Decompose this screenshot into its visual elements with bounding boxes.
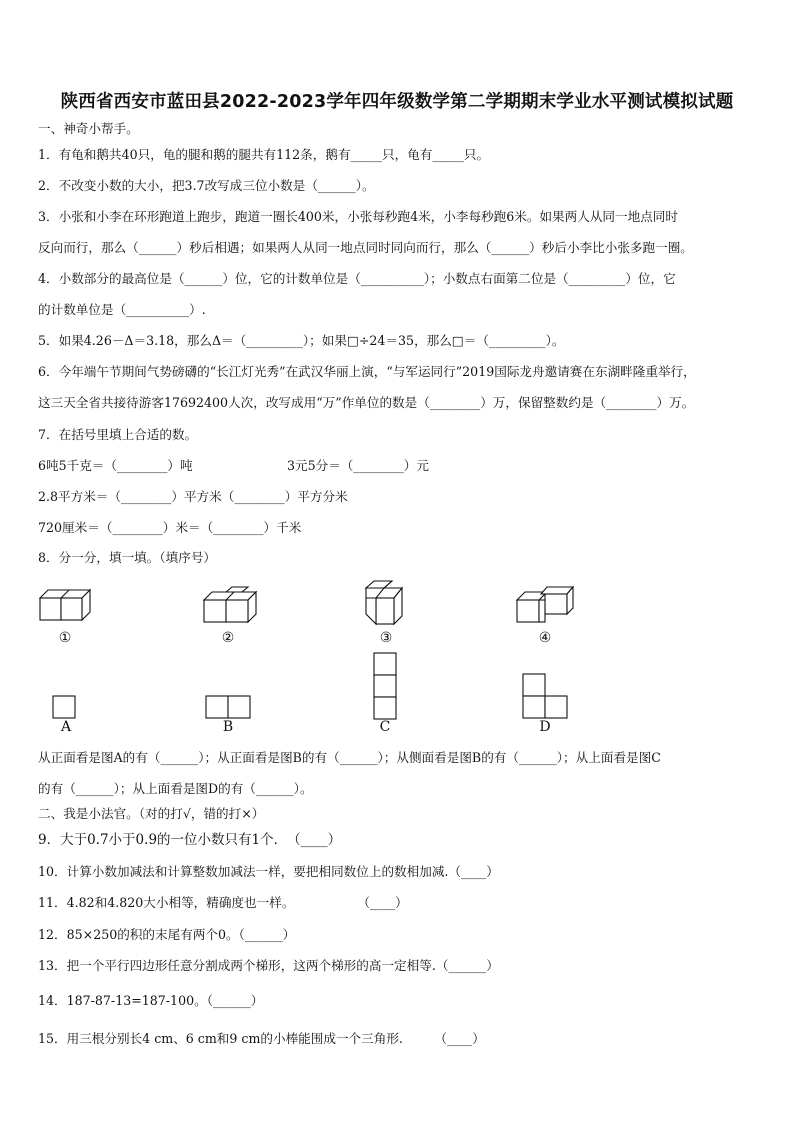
- question-9: 9．大于0.7小于0.9的一位小数只有1个． （____）: [38, 832, 342, 848]
- question-1: 1．有龟和鹅共40只，龟的腿和鹅的腿共有112条，鹅有_____只，龟有_____只。: [38, 147, 490, 162]
- question-15: 15．用三根分别长4 cm、6 cm和9 cm的小棒能围成一个三角形. （____）: [38, 1031, 485, 1046]
- question-6-line-2: 这三天全省共接待游客17692400人次，改写成用“万”作单位的数是（________）万，保留整数约是（________）万。: [38, 395, 695, 410]
- question-7-row-2: 2.8平方米＝（________）平方米（________）平方分米: [38, 489, 348, 504]
- cube-figure-1: [36, 586, 96, 628]
- view-label-a: A: [60, 719, 72, 735]
- view-c-shape: [373, 652, 399, 720]
- question-14: 14．187-87-13=187-100。（______）: [38, 993, 264, 1008]
- question-6-line-1: 6．今年端午节期间气势磅礴的“长江灯光秀”在武汉华丽上演，“与军运同行”2019国际龙舟邀请赛在东湖畔隆重举行，: [38, 364, 696, 379]
- question-4-line-1: 4．小数部分的最高位是（______）位，它的计数单位是（__________）；小数点右面第二位是（_________）位，它: [38, 271, 676, 286]
- figure-label-3: ③: [379, 630, 393, 646]
- question-8-line-2: 的有（______）；从上面看是图D的有（______）。: [38, 781, 313, 796]
- view-d-shape: [522, 673, 570, 719]
- question-13: 13．把一个平行四边形任意分割成两个梯形，这两个梯形的高一定相等.（______）: [38, 958, 499, 973]
- figure-label-4: ④: [538, 630, 552, 646]
- page-title: 陕西省西安市蓝田县2022-2023学年四年级数学第二学期期末学业水平测试模拟试题: [60, 92, 734, 112]
- section-heading-1: 一、神奇小帮手。: [38, 121, 139, 136]
- question-5: 5．如果4.26－Δ＝3.18，那么Δ＝（_________）；如果□÷24＝35，那么□＝（_________）。: [38, 333, 565, 348]
- question-7-row-1b: 3元5分＝（________）元: [287, 458, 429, 473]
- question-7: 7．在括号里填上合适的数。: [38, 427, 198, 442]
- figure-label-2: ②: [221, 630, 235, 646]
- cube-figure-4: [513, 586, 579, 630]
- cube-figure-2: [200, 586, 262, 628]
- cube-figure-3: [362, 580, 412, 628]
- view-label-d: D: [539, 719, 551, 735]
- view-b-shape: [205, 695, 253, 719]
- figure-label-1: ①: [58, 630, 72, 646]
- question-4-line-2: 的计数单位是（__________）.: [38, 302, 206, 317]
- question-2: 2．不改变小数的大小，把3.7改写成三位小数是（______）。: [38, 178, 375, 193]
- view-label-b: B: [222, 719, 234, 735]
- question-12: 12．85×250的积的末尾有两个0。（______）: [38, 927, 296, 942]
- question-8: 8．分一分，填一填。（填序号）: [38, 550, 217, 565]
- question-3-line-1: 3．小张和小李在环形跑道上跑步，跑道一圈长400米，小张每秒跑4米，小李每秒跑6米。如果两人从同一地点同时: [38, 209, 678, 224]
- question-8-line-1: 从正面看是图A的有（______）；从正面看是图B的有（______）；从侧面看是图B的有（______）；从上面看是图C: [38, 750, 661, 765]
- question-3-line-2: 反向而行，那么（______）秒后相遇；如果两人从同一地点同时同向而行，那么（______）秒后小李比小张多跑一圈。: [38, 240, 693, 255]
- view-label-c: C: [379, 719, 391, 735]
- question-11: 11．4.82和4.820大小相等，精确度也一样。 （____）: [38, 895, 408, 910]
- question-7-row-1a: 6吨5千克＝（________）吨: [38, 458, 193, 473]
- section-heading-2: 二、我是小法官。（对的打√，错的打×）: [38, 806, 265, 821]
- question-7-row-3: 720厘米＝（________）米＝（________）千米: [38, 520, 302, 535]
- view-a-shape: [52, 695, 78, 719]
- question-10: 10．计算小数加减法和计算整数加减法一样，要把相同数位上的数相加减.（____）: [38, 864, 499, 879]
